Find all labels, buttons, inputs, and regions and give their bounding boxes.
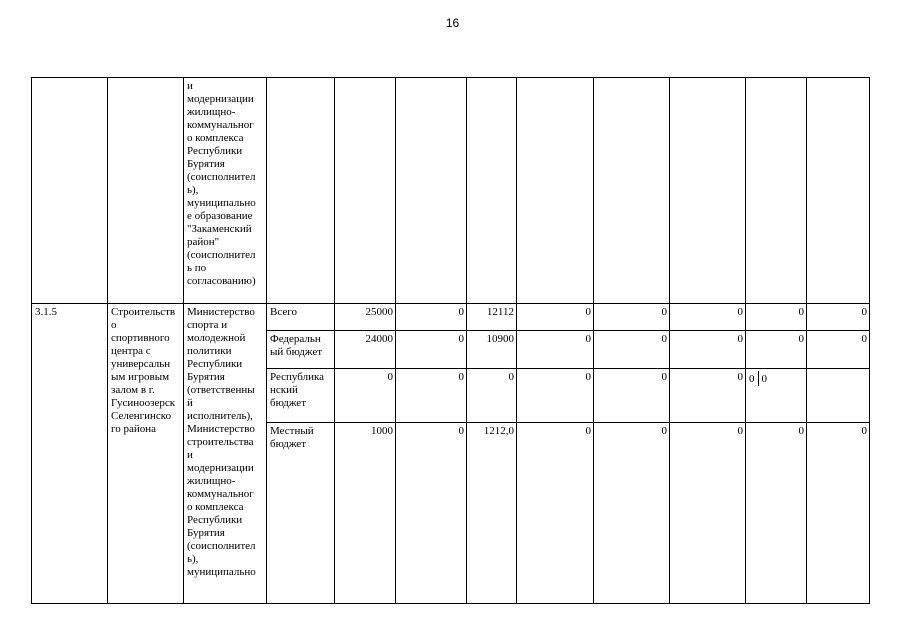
value-cell: 1000 (335, 423, 396, 604)
funding-source: Федеральн ый бюджет (267, 331, 335, 369)
value-cell: 10900 (467, 331, 517, 369)
value-cell: 0 (807, 304, 870, 331)
funding-source: Местный бюджет (267, 423, 335, 604)
cell-empty (517, 78, 594, 304)
value-cell: 0 (594, 331, 670, 369)
value-cell: 0 (517, 304, 594, 331)
cell-executors: и модернизации жилищно- коммунальног о комплекса Республики Бурятия (соисполнител ь), муниципально е образование "Закаменский район" (соисполнител ь по согласованию) (184, 78, 267, 304)
value-cell: 0 (396, 369, 467, 423)
value-cell: 0 (749, 371, 759, 386)
funding-source: Республика нский бюджет (267, 369, 335, 423)
value-cell: 0 (670, 331, 746, 369)
value-cell: 1212,0 (467, 423, 517, 604)
value-cell: 0 (807, 331, 870, 369)
value-cell: 0 (396, 304, 467, 331)
cell-empty (746, 78, 807, 304)
value-cell: 24000 (335, 331, 396, 369)
value-cell: 0 (517, 423, 594, 604)
table-row (32, 304, 870, 331)
value-cell: 0 (761, 373, 767, 385)
value-cell: 0 (670, 369, 746, 423)
cell-empty (670, 78, 746, 304)
value-cell: 0 (396, 423, 467, 604)
value-cell: 0 (396, 331, 467, 369)
item-name: Строительств о спортивного центра с универсальн ым игровым залом в г. Гусиноозерск Селенгинско го района (108, 304, 184, 604)
value-cell: 0 (594, 304, 670, 331)
value-cell-split (746, 369, 807, 423)
cell-empty (267, 78, 335, 304)
funding-source: Всего (267, 304, 335, 331)
continuation-row (32, 78, 870, 304)
value-cell: 0 (807, 423, 870, 604)
value-cell: 25000 (335, 304, 396, 331)
value-cell: 0 (670, 304, 746, 331)
item-code: 3.1.5 (32, 304, 108, 604)
cell-empty (396, 78, 467, 304)
cell-empty (335, 78, 396, 304)
value-cell: 0 (746, 423, 807, 604)
cell-empty (807, 369, 870, 423)
value-cell: 0 (670, 423, 746, 604)
value-cell: 0 (467, 369, 517, 423)
item-executors: Министерство спорта и молодежной политики Республики Бурятия (ответственны й исполнитель), Министерство строительства и модернизации жилищно- коммунальног о комплекса Республики Бурятия (соисполнител ь), муниципально (184, 304, 267, 604)
value-cell: 0 (594, 369, 670, 423)
value-cell: 0 (517, 369, 594, 423)
cell-name (108, 78, 184, 304)
cell-empty (594, 78, 670, 304)
cell-empty (467, 78, 517, 304)
cell-code (32, 78, 108, 304)
value-cell: 0 (746, 304, 807, 331)
page-number: 16 (445, 16, 460, 30)
value-cell: 12112 (467, 304, 517, 331)
budget-table (31, 77, 870, 604)
split-wrapper (749, 371, 804, 386)
value-cell: 0 (335, 369, 396, 423)
value-cell: 0 (594, 423, 670, 604)
value-cell: 0 (746, 331, 807, 369)
value-cell: 0 (517, 331, 594, 369)
cell-empty (807, 78, 870, 304)
